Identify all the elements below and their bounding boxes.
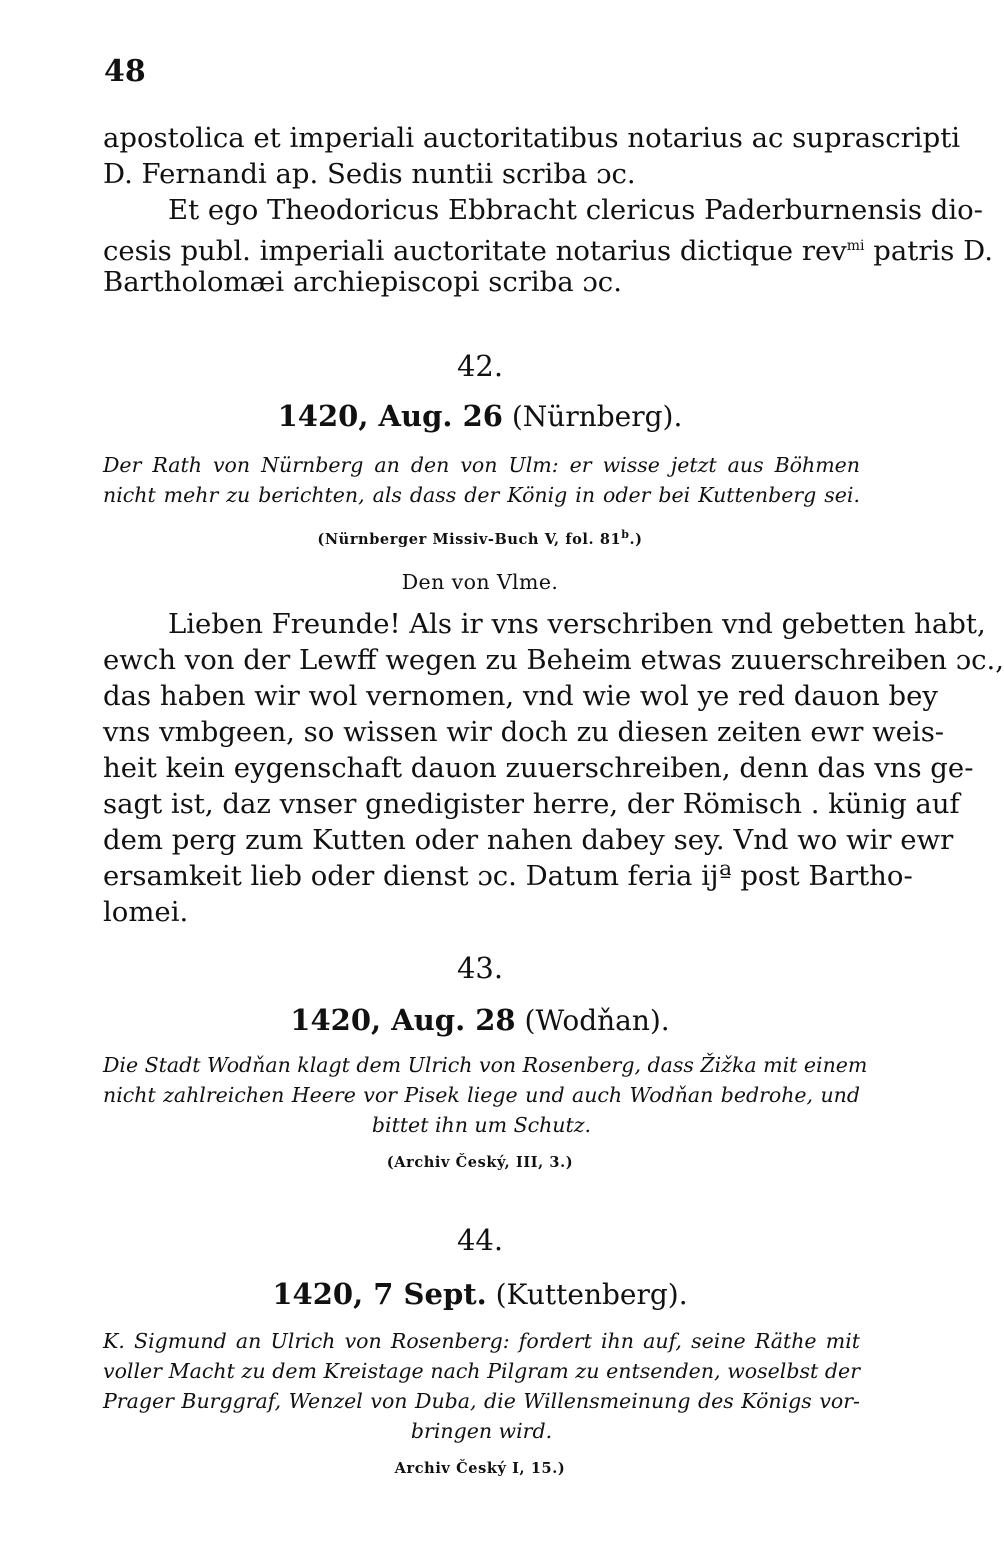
document-place: (Kuttenberg). [495,1278,688,1311]
text-line: dem perg zum Kutten oder nahen dabey sey. Vnd wo wir ewr [103,824,954,856]
text-line: D. Fernandi ap. Sedis nuntii scriba ɔc. [103,158,636,190]
superscript: mi [846,238,865,254]
summary-line: Prager Burggraf, Wenzel von Duba, die Willensmeinung des Königs vor- [103,1389,860,1413]
text-line [103,228,993,269]
source-superscript: b [621,528,630,541]
source-reference [0,524,960,551]
document-number: 43. [456,951,504,985]
document-heading [0,1276,960,1313]
page-number: 48 [104,54,146,89]
text-line: apostolica et imperiali auctoritatibus notarius ac suprascripti [103,122,961,154]
text-line: ewch von der Lewff wegen zu Beheim etwas zuuerschreiben ɔc., [103,644,1004,676]
summary-line: voller Macht zu dem Kreistage nach Pilgram zu entsenden, woselbst der [103,1359,860,1383]
document-date: 1420, Aug. 26 [277,399,503,433]
document-place: (Nürnberg). [511,400,683,433]
summary-line: nicht zahlreichen Heere vor Pisek liege und auch Wodňan bedrohe, und [103,1083,860,1107]
source-reference: Archiv Český I, 15.) [394,1460,566,1477]
document-number: 44. [456,1223,504,1257]
letter-address: Den von Vlme. [401,570,559,594]
summary-line: nicht mehr zu berichten, als dass der König in oder bei Kuttenberg sei. [103,483,860,507]
summary-line: bringen wird. [410,1419,553,1443]
source-reference: (Archiv Český, III, 3.) [386,1154,574,1171]
text-line: lomei. [103,896,189,928]
document-heading [0,1002,960,1039]
summary-line: Der Rath von Nürnberg an den von Ulm: er wisse jetzt aus Böhmen [103,453,860,477]
source-text: (Nürnberger Missiv-Buch V, fol. 81 [317,530,622,548]
summary-line: Die Stadt Wodňan klagt dem Ulrich von Rosenberg, dass Žižka mit einem [103,1053,868,1077]
text-line: vns vmbgeen, so wissen wir doch zu diesen zeiten ewr weis- [103,716,945,748]
summary-line: K. Sigmund an Ulrich von Rosenberg: fordert ihn auf, seine Räthe mit [103,1329,860,1353]
text-line: heit kein eygenschaft dauon zuuerschreiben, denn das vns ge- [103,752,974,784]
text-line: Lieben Freunde! Als ir vns verschriben vnd gebetten habt, [168,608,986,640]
document-number: 42. [456,349,504,383]
text-line: sagt ist, daz vnser gnedigister herre, der Römisch . künig auf [103,788,960,820]
document-place: (Wodňan). [524,1004,670,1037]
text-line: das haben wir wol vernomen, vnd wie wol ye red dauon bey [103,680,938,712]
summary-line: bittet ihn um Schutz. [371,1113,592,1137]
source-end: .) [629,530,643,548]
text-line: Bartholomæi archiepiscopi scriba ɔc. [103,266,622,298]
document-date: 1420, Aug. 28 [290,1003,516,1037]
text-line: ersamkeit lieb oder dienst ɔc. Datum feria ijª post Bartho- [103,860,913,892]
text-fragment: cesis publ. imperiali auctoritate notarius dictique rev [103,235,847,268]
text-line: Et ego Theodoricus Ebbracht clericus Paderburnensis dio- [168,194,983,226]
document-heading [0,398,960,435]
document-date: 1420, 7 Sept. [272,1277,487,1311]
text-fragment: patris D. [873,235,993,268]
